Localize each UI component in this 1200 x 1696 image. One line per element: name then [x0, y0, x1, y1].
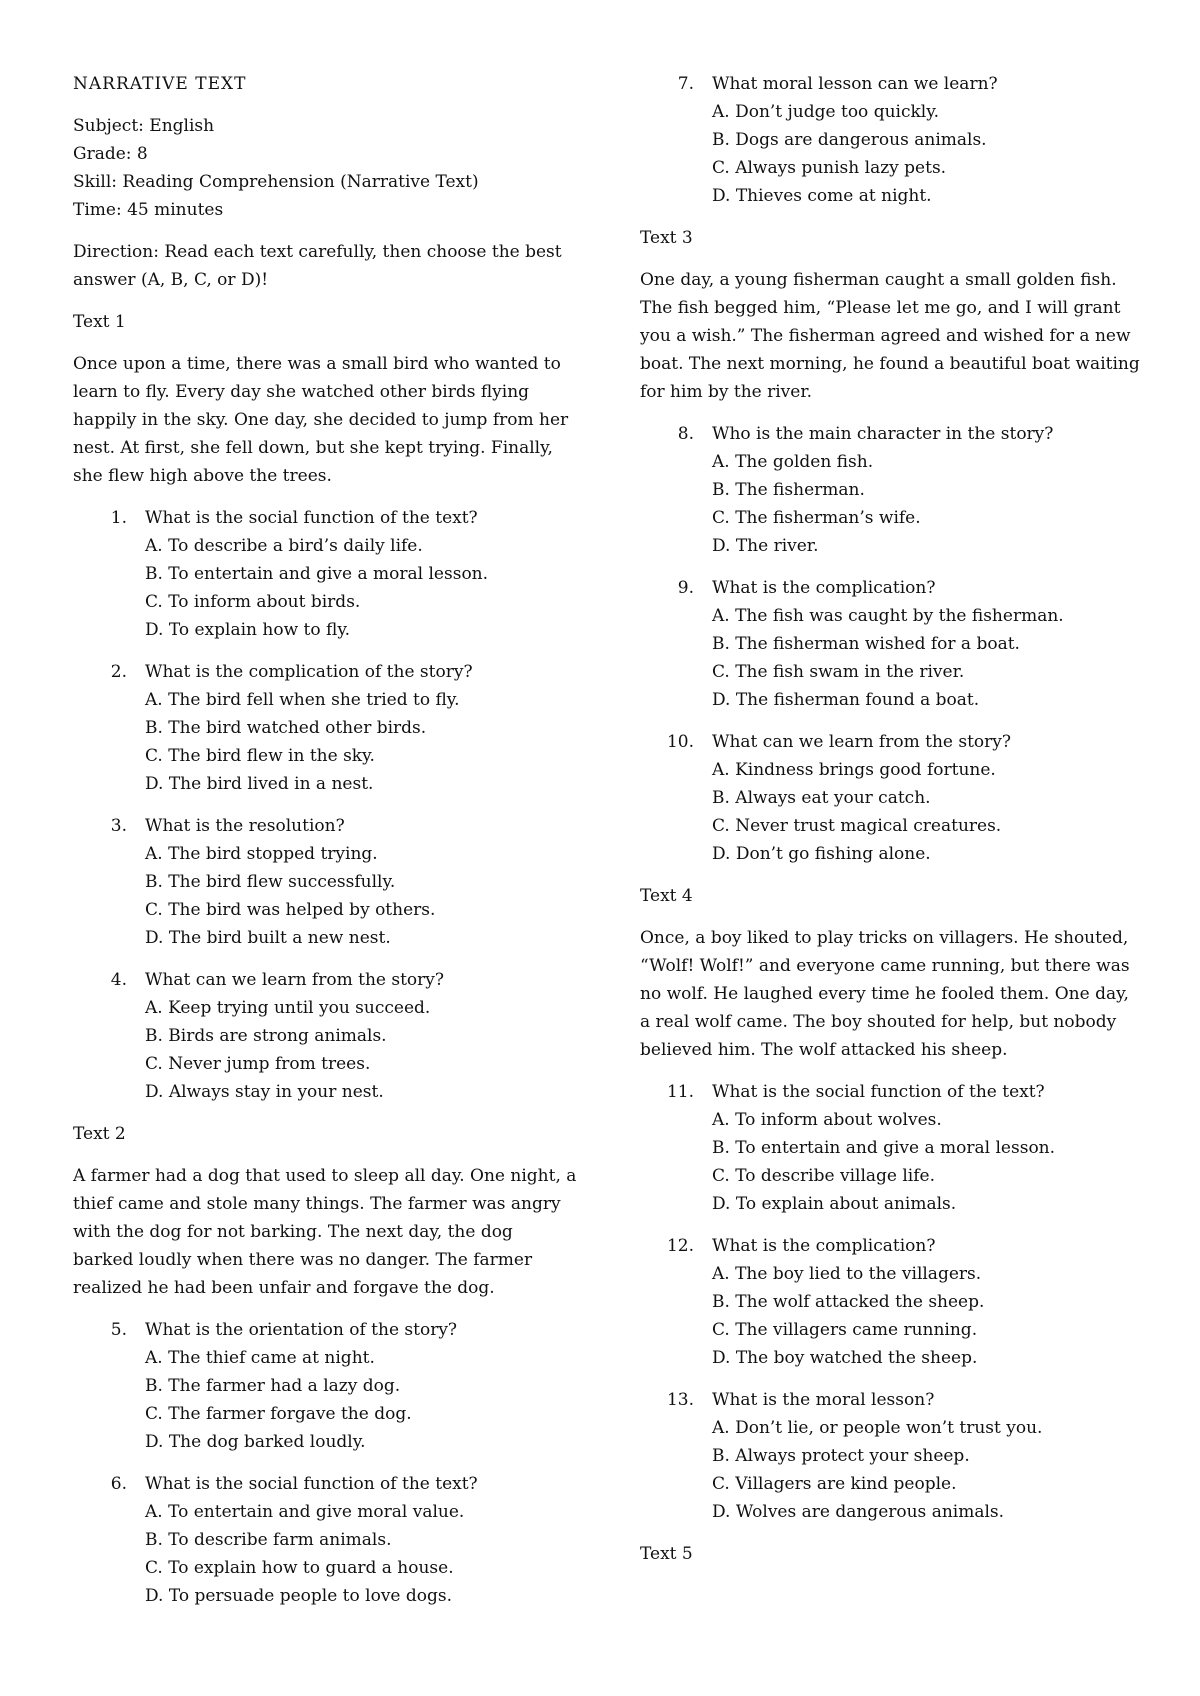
question-text: What is the social function of the text? [712, 1082, 1045, 1102]
option-a[interactable]: A. Don’t judge too quickly. [712, 102, 939, 122]
question-number: 1. [110, 508, 127, 528]
question-text: What is the resolution? [145, 816, 345, 836]
option-a[interactable]: A. Kindness brings good fortune. [712, 760, 996, 780]
question-text: What is the orientation of the story? [145, 1320, 458, 1340]
option-c[interactable]: C. The fish swam in the river. [712, 662, 965, 682]
option-b[interactable]: B. Birds are strong animals. [145, 1026, 387, 1046]
option-b[interactable]: B. Always protect your sheep. [712, 1446, 970, 1466]
right-column [640, 70, 1140, 1582]
question-number: 4. [110, 970, 127, 990]
question-number: 9. [677, 578, 694, 598]
option-b[interactable]: B. The wolf attacked the sheep. [712, 1292, 985, 1312]
question [73, 812, 578, 952]
option-c[interactable]: C. Never trust magical creatures. [712, 816, 1002, 836]
passage: Once, a boy liked to play tricks on villagers. He shouted, “Wolf! Wolf!” and everyone came running, but there was no wolf. He laughed every time he fooled them. One day, a real wolf came. The boy shouted for help, but nobody believed him. The wolf attacked his sheep. [640, 928, 1130, 1060]
option-b[interactable]: B. The fisherman wished for a boat. [712, 634, 1020, 654]
option-a[interactable]: A. To describe a bird’s daily life. [145, 536, 423, 556]
option-b[interactable]: B. The farmer had a lazy dog. [145, 1376, 401, 1396]
question [73, 504, 578, 644]
question-text: Who is the main character in the story? [712, 424, 1054, 444]
option-c[interactable]: C. To explain how to guard a house. [145, 1558, 454, 1578]
question-number: 13. [666, 1390, 694, 1410]
option-a[interactable]: A. To inform about wolves. [712, 1110, 942, 1130]
question-number: 11. [666, 1082, 694, 1102]
question-number: 5. [110, 1320, 127, 1340]
passage: Once upon a time, there was a small bird who wanted to learn to fly. Every day she watched other birds flying happily in the sky. One day, she decided to jump from her nest. At first, she fell down, but she kept trying. Finally, she flew high above the trees. [73, 354, 569, 486]
option-b[interactable]: B. The bird flew successfully. [145, 872, 396, 892]
option-c[interactable]: C. The villagers came running. [712, 1320, 978, 1340]
passage: A farmer had a dog that used to sleep all day. One night, a thief came and stole many things. The farmer was angry with the dog for not barking. The next day, the dog barked loudly when there was no danger. The farmer realized he had been unfair and forgave the dog. [73, 1166, 577, 1298]
option-a[interactable]: A. Don’t lie, or people won’t trust you. [712, 1418, 1043, 1438]
option-d[interactable]: D. Always stay in your nest. [145, 1082, 384, 1102]
option-d[interactable]: D. The bird lived in a nest. [145, 774, 374, 794]
option-b[interactable]: B. Dogs are dangerous animals. [712, 130, 987, 150]
option-c[interactable]: C. Always punish lazy pets. [712, 158, 947, 178]
answer-options [640, 1260, 1140, 1372]
option-d[interactable]: D. Wolves are dangerous animals. [712, 1502, 1005, 1522]
answer-options [73, 686, 578, 798]
question [73, 1470, 578, 1610]
question-text: What can we learn from the story? [145, 970, 444, 990]
option-b[interactable]: B. To entertain and give a moral lesson. [712, 1138, 1056, 1158]
question [640, 574, 1140, 714]
question-number: 3. [110, 816, 127, 836]
option-c[interactable]: C. Never jump from trees. [145, 1054, 371, 1074]
option-a[interactable]: A. The fish was caught by the fisherman. [712, 606, 1064, 626]
worksheet-info [73, 112, 578, 224]
grade-line: Grade: 8 [73, 144, 148, 164]
question-text: What is the moral lesson? [712, 1390, 935, 1410]
option-c[interactable]: C. To inform about birds. [145, 592, 361, 612]
text-label: Text 2 [73, 1124, 126, 1144]
question [640, 1078, 1140, 1218]
option-c[interactable]: C. The bird was helped by others. [145, 900, 436, 920]
question-text: What is the social function of the text? [145, 508, 478, 528]
option-d[interactable]: D. Don’t go fishing alone. [712, 844, 931, 864]
question [640, 1386, 1140, 1526]
option-b[interactable]: B. Always eat your catch. [712, 788, 931, 808]
answer-options [640, 756, 1140, 868]
option-d[interactable]: D. The boy watched the sheep. [712, 1348, 978, 1368]
question [73, 658, 578, 798]
option-d[interactable]: D. The bird built a new nest. [145, 928, 391, 948]
answer-options [73, 840, 578, 952]
passage: One day, a young fisherman caught a small golden fish. The fish begged him, “Please let me go, and I will grant you a wish.” The fisherman agreed and wished for a new boat. The next morning, he found a beautiful boat waiting for him by the river. [640, 270, 1140, 402]
option-b[interactable]: B. The bird watched other birds. [145, 718, 427, 738]
option-d[interactable]: D. The dog barked loudly. [145, 1432, 366, 1452]
answer-options [73, 1498, 578, 1610]
option-a[interactable]: A. The bird stopped trying. [145, 844, 378, 864]
option-c[interactable]: C. The farmer forgave the dog. [145, 1404, 412, 1424]
option-d[interactable]: D. To explain how to fly. [145, 620, 351, 640]
question [640, 70, 1140, 210]
time-line: Time: 45 minutes [73, 200, 224, 220]
question-number: 7. [677, 74, 694, 94]
question [73, 1316, 578, 1456]
answer-options [73, 994, 578, 1106]
answer-options [640, 602, 1140, 714]
question-number: 2. [110, 662, 127, 682]
page-title: NARRATIVE TEXT [73, 74, 247, 94]
direction-text: Direction: Read each text carefully, then choose the best answer (A, B, C, or D)! [73, 242, 562, 290]
question [640, 1232, 1140, 1372]
question [640, 728, 1140, 868]
option-a[interactable]: A. Keep trying until you succeed. [145, 998, 431, 1018]
text-label: Text 4 [640, 886, 693, 906]
option-d[interactable]: D. To persuade people to love dogs. [145, 1586, 453, 1606]
option-c[interactable]: C. The bird flew in the sky. [145, 746, 375, 766]
question-text: What is the social function of the text? [145, 1474, 478, 1494]
left-column [73, 70, 578, 1624]
option-b[interactable]: B. The fisherman. [712, 480, 865, 500]
option-b[interactable]: B. To describe farm animals. [145, 1530, 392, 1550]
option-d[interactable]: D. The river. [712, 536, 819, 556]
question-text: What can we learn from the story? [712, 732, 1011, 752]
option-a[interactable]: A. The bird fell when she tried to fly. [145, 690, 460, 710]
question-number: 12. [666, 1236, 694, 1256]
option-c[interactable]: C. Villagers are kind people. [712, 1474, 957, 1494]
question-text: What is the complication? [712, 578, 936, 598]
option-c[interactable]: C. The fisherman’s wife. [712, 508, 921, 528]
option-a[interactable]: A. The thief came at night. [145, 1348, 375, 1368]
answer-options [640, 1414, 1140, 1526]
question-number: 10. [666, 732, 694, 752]
question [73, 966, 578, 1106]
option-c[interactable]: C. To describe village life. [712, 1166, 935, 1186]
question-text: What moral lesson can we learn? [712, 74, 998, 94]
option-a[interactable]: A. To entertain and give moral value. [145, 1502, 465, 1522]
option-b[interactable]: B. To entertain and give a moral lesson. [145, 564, 489, 584]
question-number: 8. [677, 424, 694, 444]
question-text: What is the complication? [712, 1236, 936, 1256]
question-number: 6. [110, 1474, 127, 1494]
answer-options [73, 1344, 578, 1456]
text-label: Text 5 [640, 1544, 693, 1564]
answer-options [640, 98, 1140, 210]
option-a[interactable]: A. The boy lied to the villagers. [712, 1264, 982, 1284]
answer-options [73, 532, 578, 644]
subject-line: Subject: English [73, 116, 215, 136]
option-d[interactable]: D. To explain about animals. [712, 1194, 957, 1214]
text-label: Text 3 [640, 228, 693, 248]
answer-options [640, 1106, 1140, 1218]
skill-line: Skill: Reading Comprehension (Narrative Text) [73, 172, 479, 192]
option-d[interactable]: D. The fisherman found a boat. [712, 690, 980, 710]
answer-options [640, 448, 1140, 560]
option-a[interactable]: A. The golden fish. [712, 452, 874, 472]
text-label: Text 1 [73, 312, 126, 332]
question [640, 420, 1140, 560]
question-text: What is the complication of the story? [145, 662, 473, 682]
option-d[interactable]: D. Thieves come at night. [712, 186, 932, 206]
